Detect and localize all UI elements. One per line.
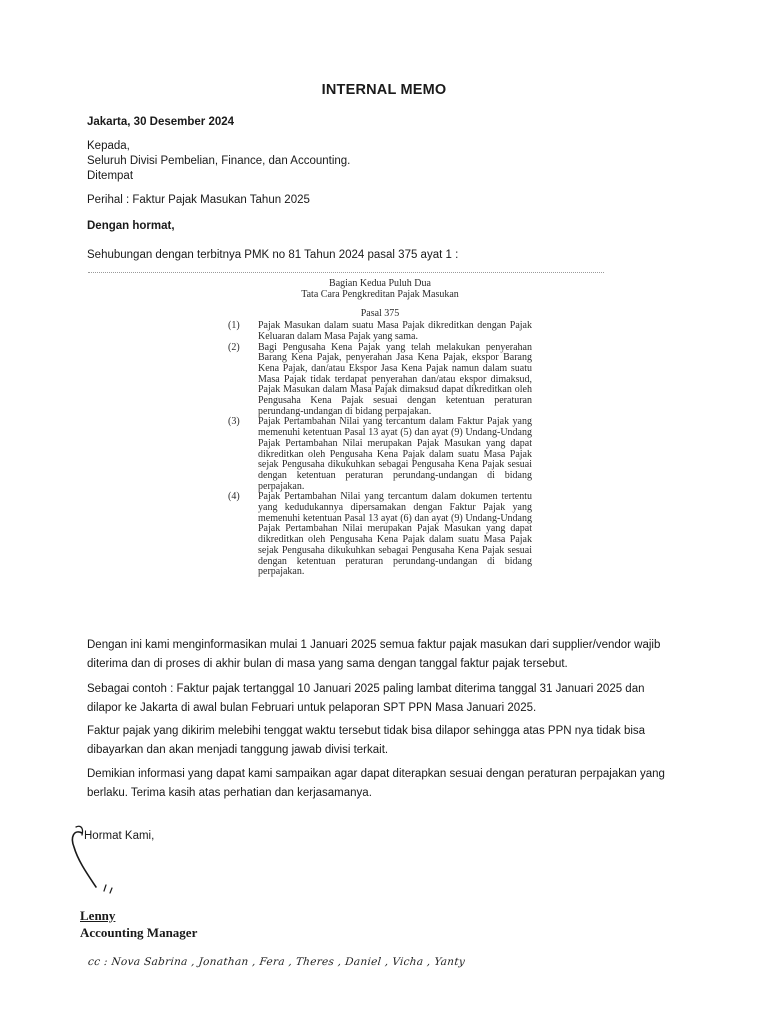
excerpt-clause [228, 417, 532, 492]
body-paragraph: Dengan ini kami menginformasikan mulai 1 Januari 2025 semua faktur pajak masukan dari supplier/vendor wajib diterima dan di proses di akhir bulan di masa yang sama dengan tanggal faktur pajak tersebut. [87, 639, 661, 670]
clause-number: (2) [228, 341, 240, 353]
memo-greeting: Dengan hormat, [87, 220, 175, 232]
memo-title: INTERNAL MEMO [321, 82, 447, 98]
clause-text: Bagi Pengusaha Kena Pajak yang telah melakukan penyerahan Barang Kena Pajak, penyerahan Jasa Kena Pajak, ekspor Barang Kena Pajak, dan/atau Ekspor Jasa Kena Pajak namun dalam suatu Masa Pajak tidak terdapat penyerahan dan/atau ekspor dimaksud, Pajak Masukan dalam Masa Pajak dimaksud dapat dikreditkan oleh Pengusaha Kena Pajak sesuai dengan ketentuan peraturan perundang-undangan di bidang perpajakan. [258, 341, 532, 417]
excerpt-clause [228, 321, 532, 342]
recipient-line: Ditempat [87, 170, 134, 182]
signer-name: Lenny [80, 908, 116, 923]
excerpt-clause [228, 492, 532, 578]
clause-number: (4) [228, 491, 240, 503]
recipient-line: Kepada, [87, 140, 130, 152]
memo-subject: Perihal : Faktur Pajak Masukan Tahun 2025 [87, 194, 310, 206]
recipient-line: Seluruh Divisi Pembelian, Finance, dan Accounting. [87, 155, 351, 167]
excerpt-clause [228, 343, 532, 418]
handwritten-signature [60, 815, 130, 900]
closing-salutation: Hormat Kami, [84, 830, 155, 842]
excerpt-heading: Bagian Kedua Puluh Dua [329, 278, 431, 289]
memo-date: Jakarta, 30 Desember 2024 [87, 116, 235, 128]
clause-text: Pajak Pertambahan Nilai yang tercantum dalam Faktur Pajak yang memenuhi ketentuan Pasal 13 ayat (5) dan ayat (9) Undang-Undang Pajak Pertambahan Nilai merupakan Pajak Masukan yang dapat dikreditkan oleh Pengusaha Kena Pajak dalam suatu Masa Pajak sejak Pengusaha dikukuhkan sebagai Pengusaha Kena Pajak sesuai dengan ketentuan peraturan perundang-undangan di bidang perpajakan. [258, 416, 532, 492]
body-paragraph: Faktur pajak yang dikirim melebihi tenggat waktu tersebut tidak bisa dilapor sehingga atas PPN nya tidak bisa dibayarkan dan akan menjadi tanggung jawab divisi terkait. [87, 725, 646, 756]
cc-recipients: cc : Nova Sabrina , Jonathan , Fera , Theres , Daniel , Vicha , Yanty [87, 956, 466, 968]
memo-intro: Sehubungan dengan terbitnya PMK no 81 Tahun 2024 pasal 375 ayat 1 : [87, 249, 459, 261]
clause-number: (3) [228, 416, 240, 428]
excerpt-article: Pasal 375 [360, 308, 400, 320]
excerpt-divider [88, 272, 604, 273]
body-paragraph: Demikian informasi yang dapat kami sampaikan agar dapat diterapkan sesuai dengan peraturan perpajakan yang berlaku. Terima kasih atas perhatian dan kerjasamanya. [87, 768, 665, 799]
clause-text: Pajak Pertambahan Nilai yang tercantum dalam dokumen tertentu yang kedudukannya dipersamakan dengan Faktur Pajak yang memenuhi ketentuan Pasal 13 ayat (6) dan ayat (9) Undang-Undang Pajak Pertambahan Nilai merupakan Pajak Masukan yang dapat dikreditkan oleh Pengusaha Kena Pajak dalam suatu Masa Pajak sejak Pengusaha dikukuhkan sebagai Pengusaha Kena Pajak sesuai dengan ketentuan peraturan perundang-undangan di bidang perpajakan. [258, 491, 532, 578]
signer-position: Accounting Manager [80, 925, 198, 940]
regulation-excerpt [228, 279, 532, 578]
excerpt-subheading: Tata Cara Pengkreditan Pajak Masukan [301, 288, 459, 300]
recipient-block [87, 139, 350, 184]
body-paragraph: Sebagai contoh : Faktur pajak tertanggal 10 Januari 2025 paling lambat diterima tanggal 31 Januari 2025 dan dilapor ke Jakarta di awal bulan Februari untuk pelaporan SPT PPN Masa Januari 2025. [87, 683, 645, 714]
clause-text: Pajak Masukan dalam suatu Masa Pajak dikreditkan dengan Pajak Keluaran dalam Masa Pajak yang sama. [258, 320, 532, 342]
clause-number: (1) [228, 320, 240, 332]
